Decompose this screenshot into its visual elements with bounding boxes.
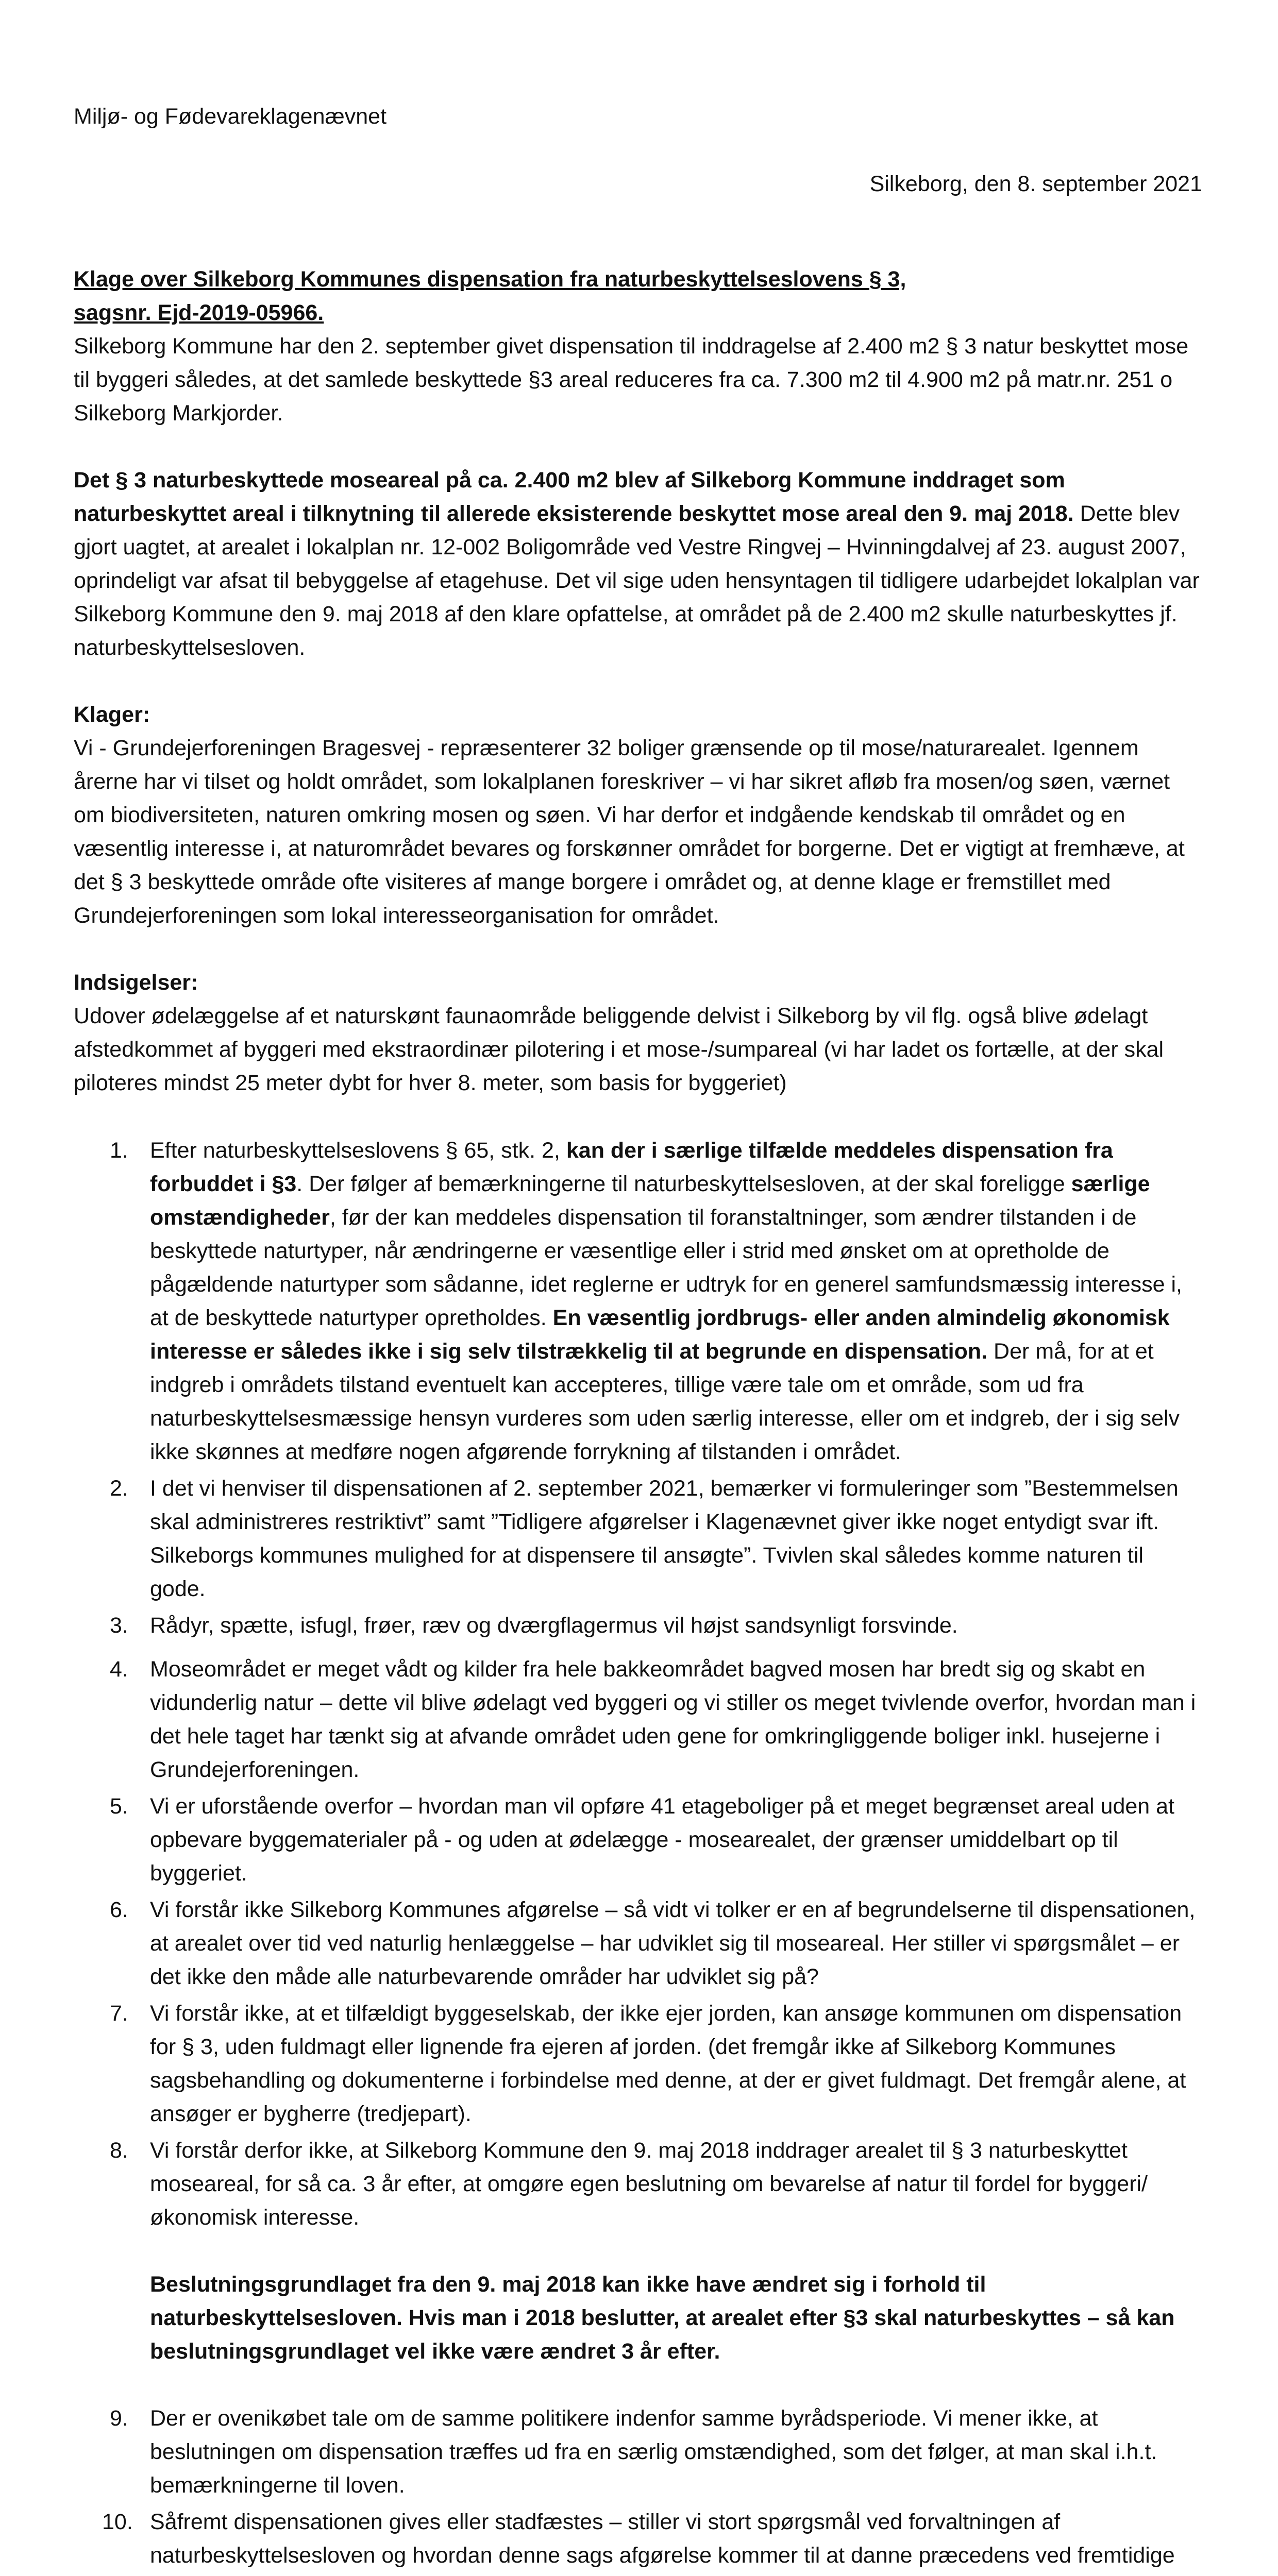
section-2-bold: Det § 3 naturbeskyttede moseareal på ca. 2.400 m2 blev af Silkeborg Kommune inddraget som naturbeskyttet areal i tilknytning til allerede eksisterende beskyttet mose areal den 9. maj 2018. bbox=[74, 468, 1074, 526]
list-item bbox=[74, 1472, 1202, 1606]
list-item bbox=[74, 1790, 1202, 1890]
title-line-1: Klage over Silkeborg Kommunes dispensation fra naturbeskyttelseslovens § 3, bbox=[74, 267, 906, 292]
intro-paragraph: Silkeborg Kommune har den 2. september givet dispensation til inddragelse af 2.400 m2 § 3 natur beskyttet mose til byggeri således, at det samlede beskyttede §3 areal reduceres fra ca. 7.300 m2 til 4.900 m2 på matr.nr. 251 o Silkeborg Markjorder. bbox=[74, 334, 1189, 426]
list-item-text: Vi er uforstående overfor – hvordan man vil opføre 41 etageboliger på et meget begrænset areal uden at opbevare byggematerialer på - og uden at ødelægge - mosearealet, der grænser umiddelbart op til byggeriet. bbox=[150, 1794, 1174, 1886]
indsigelser-heading: Indsigelser: bbox=[74, 970, 198, 995]
item-1-text: , før der kan meddeles dispensation til foranstaltninger, som ændrer tilstanden i de beskyttede naturtyper, når ændringerne er væsentlige eller i strid med ønsket om at opretholde de pågældende naturtyper som sådanne, idet reglerne er udtryk for en generel samfundsmæssig interesse i, at de beskyttede naturtyper opretholdes. bbox=[150, 1205, 1182, 1330]
decision-basis-statement: Beslutningsgrundlaget fra den 9. maj 2018 kan ikke have ændret sig i forhold til naturbeskyttelsesloven. Hvis man i 2018 beslutter, at arealet efter §3 skal naturbeskyttes – så kan beslutningsgrundlaget vel ikke være ændret 3 år efter. bbox=[150, 2272, 1175, 2364]
list-item bbox=[74, 2402, 1202, 2502]
list-item-number: 1. bbox=[110, 1138, 128, 1163]
list-item-number: 5. bbox=[110, 1794, 128, 1819]
list-item-text: Såfremt dispensationen gives eller stadfæstes – stiller vi stort spørgsmål ved forvaltningen af naturbeskyttelsesloven og hvordan denne sags afgørelse kommer til at danne præcedens ved fremtidige bbox=[150, 2510, 1175, 2568]
section-2-paragraph bbox=[74, 464, 1202, 665]
item-1-text: Efter naturbeskyttelseslovens § 65, stk. 2, bbox=[150, 1138, 566, 1163]
list-item-text: I det vi henviser til dispensationen af 2. september 2021, bemærker vi formuleringer som ”Bestemmelsen skal administreres restriktivt” samt ”Tidligere afgørelser i Klagenævnet giver ikke noget entydigt svar ift. Silkeborgs kommunes mulighed for at dispensere til ansøgte”. Tvivlen skal således komme naturen til gode. bbox=[150, 1476, 1179, 1601]
list-item bbox=[74, 1653, 1202, 1787]
list-item bbox=[74, 1997, 1202, 2131]
indsigelser-paragraph: Udover ødelæggelse af et naturskønt faunaområde beliggende delvist i Silkeborg by vil flg. også blive ødelagt afstedkommet af byggeri med ekstraordinær pilotering i et mose-/sumpareal (vi har ladet os fortælle, at der skal piloteres mindst 25 meter dybt for hver 8. meter, som basis for byggeriet) bbox=[74, 1004, 1164, 1095]
list-item bbox=[74, 1893, 1202, 1994]
list-item-number: 10. bbox=[102, 2510, 133, 2534]
list-item-text: Rådyr, spætte, isfugl, frøer, ræv og dværgflagermus vil højst sandsynligt forsvinde. bbox=[150, 1613, 958, 1638]
list-item-text: Moseområdet er meget vådt og kilder fra hele bakkeområdet bagved mosen har bredt sig og skabt en vidunderlig natur – dette vil blive ødelagt ved byggeri og vi stiller os meget tvivlende overfor, hvordan man i det hele taget har tænkt sig at afvande området uden gene for omkringliggende boliger inkl. husejerne i Grundejerforeningen. bbox=[150, 1657, 1196, 1782]
letter bbox=[74, 100, 1202, 2576]
letter-title bbox=[74, 263, 1202, 330]
item-1-text: . Der følger af bemærkningerne til naturbeskyttelsesloven, at der skal foreligge bbox=[296, 1172, 1071, 1196]
list-item-text: Vi forstår ikke, at et tilfældigt byggeselskab, der ikke ejer jorden, kan ansøge kommunen om dispensation for § 3, uden fuldmagt eller lignende fra ejeren af jorden. (det fremgår ikke af Silkeborg Kommunes sagsbehandling og dokumenterne i forbindelse med denne, at der er givet fuldmagt. Det fremgår alene, at ansøger er bygherre (tredjepart). bbox=[150, 2001, 1186, 2126]
list-item bbox=[74, 1134, 1202, 1469]
list-item-number: 9. bbox=[110, 2406, 128, 2431]
recipient: Miljø- og Fødevareklagenævnet bbox=[74, 104, 387, 129]
objections-list bbox=[74, 1134, 1202, 2234]
list-item-number: 8. bbox=[110, 2138, 128, 2163]
title-line-2: sagsnr. Ejd-2019-05966. bbox=[74, 300, 324, 325]
list-item-text: Der er ovenikøbet tale om de samme politikere indenfor samme byrådsperiode. Vi mener ikke, at beslutningen om dispensation træffes ud fra en særlig omstændighed, som det følger, at man skal i.h.t. bemærkningerne til loven. bbox=[150, 2406, 1157, 2498]
klager-paragraph: Vi - Grundejerforeningen Bragesvej - repræsenterer 32 boliger grænsende op til mose/naturarealet. Igennem årerne har vi tilset og holdt området, som lokalplanen foreskriver – vi har sikret afløb fra mosen/og søen, værnet om biodiversiteten, naturen omkring mosen og søen. Vi har derfor et indgående kendskab til området og en væsentlig interesse i, at naturområdet bevares og forskønner området for borgerne. Det er vigtigt at fremhæve, at det § 3 beskyttede område ofte visiteres af mange borgere i området og, at denne klage er fremstillet med Grundejerforeningen som lokal interesseorganisation for området. bbox=[74, 736, 1185, 928]
item-1-bold: særlige omstændigheder bbox=[150, 1172, 1150, 1230]
list-item bbox=[74, 2134, 1202, 2234]
klager-heading: Klager: bbox=[74, 702, 150, 727]
list-item-number: 6. bbox=[110, 1897, 128, 1922]
list-item-number: 4. bbox=[110, 1657, 128, 1682]
item-1-text: Der må, for at et indgreb i områdets tilstand eventuelt kan accepteres, tillige være tale om et område, som ud fra naturbeskyttelsesmæssige hensyn vurderes som uden særlig interesse, eller om et indgreb, der i sig selv ikke skønnes at medføre nogen afgørende forrykning af tilstanden i området. bbox=[150, 1339, 1180, 1464]
date-line: Silkeborg, den 8. september 2021 bbox=[869, 172, 1202, 196]
item-1-bold: kan der i særlige tilfælde meddeles dispensation fra forbuddet i §3 bbox=[150, 1138, 1113, 1196]
list-item bbox=[74, 2505, 1202, 2576]
section-2-text: Dette blev gjort uagtet, at arealet i lokalplan nr. 12-002 Boligområde ved Vestre Ringvej – Hvinningdalvej af 23. august 2007, oprindeligt var afsat til bebyggelse af etagehuse. Det vil sige uden hensyntagen til tidligere udarbejdet lokalplan var Silkeborg Kommune den 9. maj 2018 af den klare opfattelse, at området på de 2.400 m2 skulle naturbeskyttes jf. naturbeskyttelsesloven. bbox=[74, 501, 1200, 660]
objections-list-continued bbox=[74, 2402, 1202, 2576]
list-item bbox=[74, 1609, 1202, 1642]
list-item-number: 3. bbox=[110, 1613, 128, 1638]
list-item-number: 2. bbox=[110, 1476, 128, 1501]
list-item-text: Vi forstår derfor ikke, at Silkeborg Kommune den 9. maj 2018 inddrager arealet til § 3 naturbeskyttet moseareal, for så ca. 3 år efter, at omgøre egen beslutning om bevarelse af natur til fordel for byggeri/økonomisk interesse. bbox=[150, 2138, 1148, 2230]
list-item-text: Vi forstår ikke Silkeborg Kommunes afgørelse – så vidt vi tolker er en af begrundelserne til dispensationen, at arealet over tid ved naturlig henlæggelse – har udviklet sig til moseareal. Her stiller vi spørgsmålet – er det ikke den måde alle naturbevarende områder har udviklet sig på? bbox=[150, 1897, 1196, 1989]
item-1-bold: En væsentlig jordbrugs- eller anden almindelig økonomisk interesse er således ikke i sig selv tilstrækkelig til at begrunde en dispensation. bbox=[150, 1306, 1170, 1364]
list-item-number: 7. bbox=[110, 2001, 128, 2026]
